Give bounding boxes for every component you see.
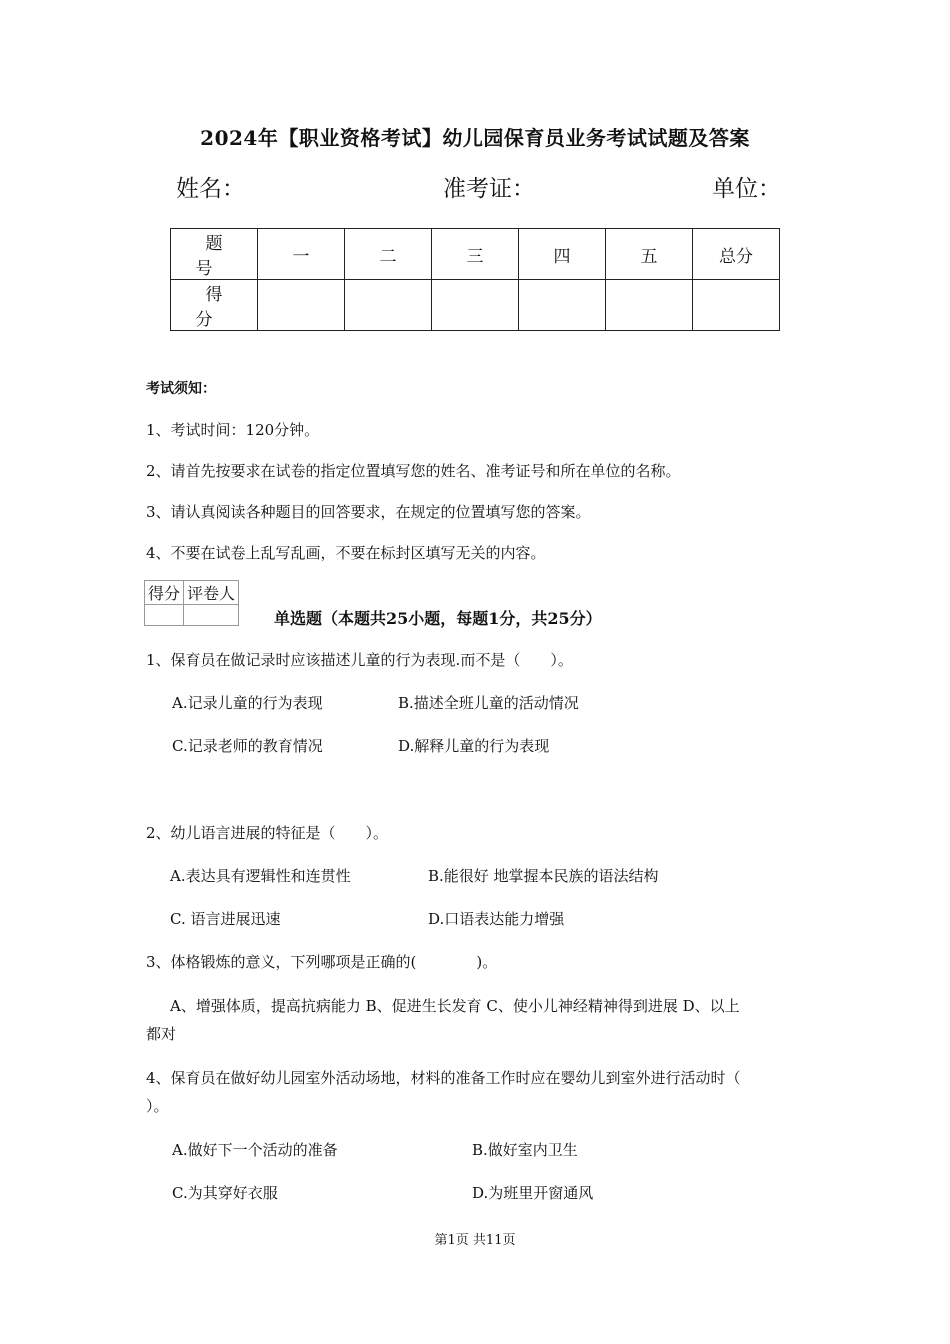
score-table [170,228,780,331]
notice-item: 1、考试时间：120分钟。 [146,421,320,439]
question-option: B.描述全班儿童的活动情况 [398,694,579,712]
question-option: D.解释儿童的行为表现 [398,737,550,755]
score-table-score-row [171,280,780,331]
score-input-cell[interactable] [432,280,519,331]
unit-field-label: 单位： [712,176,781,202]
grader-box [144,580,239,626]
score-table-cell: 题 号 [171,229,258,280]
question-stem: 1、保育员在做记录时应该描述儿童的行为表现.而不是（ ）。 [146,651,573,669]
score-table-cell: 三 [432,229,519,280]
score-table-cell: 五 [606,229,693,280]
score-table-cell: 二 [345,229,432,280]
question-options-line: A、增强体质，提高抗病能力 B、促进生长发育 C、使小儿神经精神得到进展 D、以上 [170,997,740,1015]
notice-item: 3、请认真阅读各种题目的回答要求，在规定的位置填写您的答案。 [146,503,591,521]
question-stem: ）。 [146,1097,169,1115]
question-option: A.表达具有逻辑性和连贯性 [170,867,351,885]
grader-reviewer-label: 评卷人 [184,581,239,605]
score-table-cell: 总分 [693,229,780,280]
exam-id-field-label: 准考证： [443,176,535,202]
question-option: C.为其穿好衣服 [172,1184,278,1202]
grader-reviewer-cell[interactable] [184,605,239,626]
question-stem: 2、幼儿语言进展的特征是（ ）。 [146,824,389,842]
score-input-cell[interactable] [519,280,606,331]
question-option: A.做好下一个活动的准备 [172,1141,338,1159]
grader-score-label: 得分 [145,581,184,605]
question-stem: 3、体格锻炼的意义，下列哪项是正确的( )。 [146,953,498,971]
question-option: B.能很好 地掌握本民族的语法结构 [428,867,659,885]
name-field-label: 姓名： [176,176,245,202]
notice-item: 4、不要在试卷上乱写乱画，不要在标封区填写无关的内容。 [146,544,546,562]
question-option: C. 语言进展迅速 [170,910,281,928]
score-table-cell: 得 分 [171,280,258,331]
score-table-cell: 一 [258,229,345,280]
score-input-cell[interactable] [693,280,780,331]
question-option: C.记录老师的教育情况 [172,737,323,755]
question-stem: 4、保育员在做好幼儿园室外活动场地，材料的准备工作时应在婴幼儿到室外进行活动时（ [146,1069,741,1087]
notice-title: 考试须知： [146,381,216,397]
grader-score-cell[interactable] [145,605,184,626]
notice-item: 2、请首先按要求在试卷的指定位置填写您的姓名、准考证号和所在单位的名称。 [146,462,681,480]
question-option: B.做好室内卫生 [472,1141,578,1159]
question-options-line: 都对 [146,1025,177,1043]
question-option: D.为班里开窗通风 [472,1184,594,1202]
page-footer: 第1页 共11页 [434,1233,516,1248]
score-table-cell: 四 [519,229,606,280]
score-input-cell[interactable] [606,280,693,331]
score-input-cell[interactable] [258,280,345,331]
section-title: 单选题（本题共25小题，每题1分，共25分） [274,609,602,628]
score-table-header-row [171,229,780,280]
document-title: 2024年【职业资格考试】幼儿园保育员业务考试试题及答案 [200,126,750,150]
question-option: A.记录儿童的行为表现 [172,694,323,712]
question-option: D.口语表达能力增强 [428,910,565,928]
score-input-cell[interactable] [345,280,432,331]
